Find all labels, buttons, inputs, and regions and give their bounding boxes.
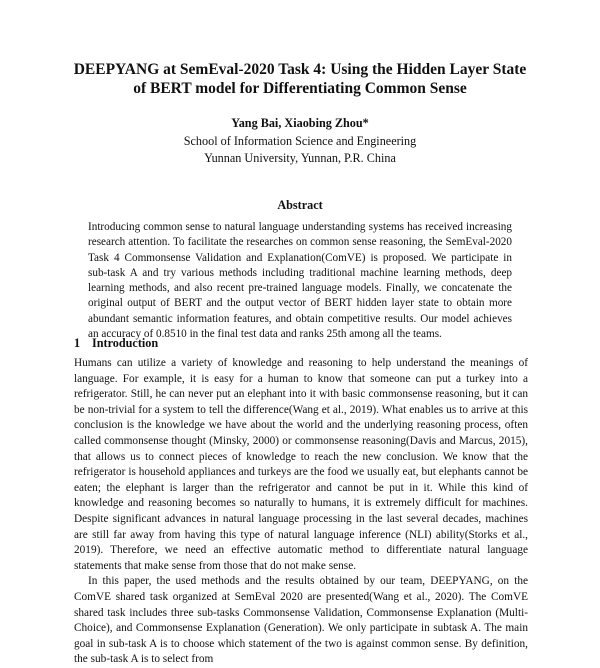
section-number: 1 — [74, 336, 81, 350]
intro-paragraph-1: Humans can utilize a variety of knowledge and reasoning to help understand the meanings of language. For example, it is easy for a human to know that someone can put a turkey into a refrigerator. Still, he can never put an elephant into it with basic commonsense reasoning, but it can be non-trivial for a system to tell the difference(Wang et al., 2019). What enables us to arrive at this conclusion is the knowledge we have about the world and the underlying reasoning process, often called commonsense thought (Minsky, 2000) or commonsense reasoning(Davis and Marcus, 2015), that allows us to connect pieces of knowledge to reach the new conclusion. We know that the refrigerator is household appliances and turkeys are the food we usually eat, but elephants cannot be eaten; the elephant is larger than the refrigerator and cannot be put in it. While this kind of knowledge and reasoning becomes so naturally to humans, it is extremely difficult for machines. Despite significant advances in natural language processing in the last several decades, machines are still far away from having this type of natural language inference (NLI) ability(Storks et al., 2019). Therefore, we need an effective automatic method to differentiate natural language statements that make sense from those that do not make sense. — [74, 357, 528, 572]
abstract-text: Introducing common sense to natural language understanding systems has received increasing research attention. To facilitate the researches on common sense reasoning, the SemEval-2020 Task 4 Commonsense Validation and Explanation(ComVE) is proposed. We participate in sub-task A and try various methods including traditional machine learning methods, deep learning methods, and also recent pre-trained language models. Finally, we concatenate the original output of BERT and the output vector of BERT hidden layer state to obtain more abundant semantic information features, and obtain competitive results. Our model achieves an accuracy of 0.8510 in the final test data and ranks 25th among all the teams. — [88, 221, 512, 341]
introduction-body — [74, 356, 528, 668]
paper-title: DEEPYANG at SemEval-2020 Task 4: Using the Hidden Layer State of BERT model for Differentiating Common Sense — [73, 61, 527, 97]
affiliation-line-1: School of Information Science and Engineering — [183, 133, 417, 148]
author-names: Yang Bai, Xiaobing Zhou* — [231, 116, 369, 130]
affiliation-line-2: Yunnan University, Yunnan, P.R. China — [204, 151, 396, 165]
section-title: Introduction — [92, 336, 159, 350]
author-block — [100, 115, 500, 168]
intro-paragraph-2: In this paper, the used methods and the results obtained by our team, DEEPYANG, on the ComVE shared task organized at SemEval 2020 are presented(Wang et al., 2020). The ComVE shared task includes three sub-tasks Commonsense Validation, Commonsense Explanation (Multi-Choice), and Commonsense Explanation (Generation). We only participate in subtask A. The main goal in sub-task A is to choose which statement of the two is against common sense. By definition, the sub-task A is to select from — [74, 575, 528, 666]
section-heading-introduction — [74, 336, 158, 351]
abstract-heading: Abstract — [277, 198, 323, 212]
